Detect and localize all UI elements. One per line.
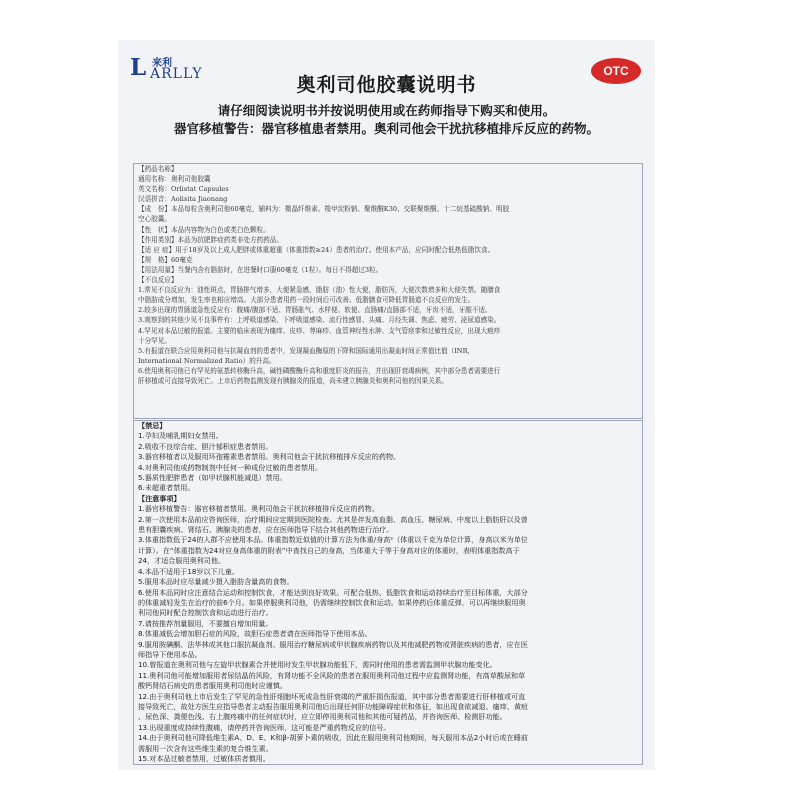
precaution-line: 8.体重减低会增加胆石症的风险，故胆石症患者请在医师指导下使用本品。 bbox=[138, 629, 372, 639]
transplant-warning: 器官移植警告：器官移植患者禁用。奥利司他会干扰抗移植排斥反应的药物。 bbox=[173, 121, 599, 136]
info-line: 汉语拼音：Aolisita Jiaonang bbox=[138, 195, 228, 204]
precaution-line: 6.使用本品同时应注意结合运动和控制饮食，才能达到良好效果。可配合低热、低脂饮食和运动持续治疗至目标体重，大部分 bbox=[138, 587, 528, 597]
precaution-line: 患有胆囊疾病、肾结石、胰腺炎的患者，应在医师指导下结合其他药物进行治疗。 bbox=[138, 525, 394, 535]
precaution-line: 6.未超重者禁用。 bbox=[138, 483, 195, 493]
logo-letter: L bbox=[130, 54, 148, 81]
precaution-line: 13.出现重度或持续性腹痛，请停药并咨询医师，这可能是严重药物反应的信号。 bbox=[138, 722, 391, 732]
usage-advice: 请仔细阅读说明书并按说明使用或在药师指导下购买和使用。 bbox=[217, 103, 556, 118]
precaution-line: 酸钙肾结石病史的患者服用奥利司他时应谨慎。 bbox=[138, 681, 287, 691]
info-section-box bbox=[133, 163, 643, 419]
precaution-line: 15.对本品过敏者禁用，过敏体质者慎用。 bbox=[138, 754, 270, 763]
info-line: 肝移植或可直接导致死亡。上市后药物监测发现有胰腺炎的报道，尚未建立胰腺炎和奥利司他的因果关系。 bbox=[138, 376, 448, 385]
precaution-line: 师指导下使用本品。 bbox=[138, 649, 202, 659]
precaution-line: 1.器官移植警告：器官移植者禁用。奥利司他会干扰抗移植排斥反应的药物。 bbox=[138, 504, 379, 514]
precaution-line: 11.奥利司他可能增加服用者尿结晶的风险，有肾功能不全风险的患者在服用奥利司他过程中应监测肾功能，有高草酸尿和草 bbox=[138, 670, 526, 680]
precaution-line: 4.本品不适用于18岁以下儿童。 bbox=[138, 566, 239, 576]
logo-chinese: 来利 bbox=[152, 58, 172, 69]
precaution-line: 1.孕妇及哺乳期妇女禁用。 bbox=[138, 431, 223, 441]
info-line: 通用名称：奥利司他胶囊 bbox=[138, 175, 211, 184]
precaution-line: 10.曾报道在奥利司他与左旋甲状腺素合并使用时发生甲状腺功能低下，需同时使用的患者需监测甲状腺功能变化。 bbox=[138, 660, 497, 670]
info-line: 3.观察到的其他少见不良事件有：上呼吸道感染、下呼吸道感染、流行性感冒、头痛、月经失调、焦虑、疲劳、泌尿道感染。 bbox=[138, 316, 501, 325]
precaution-line: 2.第一次使用本品前应咨询医师，治疗期间应定期到医院检查。尤其是伴发高血脂、高血压、糖尿病、中度以上脂肪肝以及曾 bbox=[138, 514, 528, 524]
precaution-line: 、尿色深、粪便色浅、右上腹疼痛中的任何症状时，应立即停用奥利司他和其他可疑药品，并咨询医师、检测肝功能。 bbox=[138, 712, 507, 722]
section-heading: 【注意事项】 bbox=[138, 493, 181, 503]
info-line: 【作用类别】本品为抗肥胖症药类非处方药药品。 bbox=[138, 235, 284, 244]
info-line: 英文名称：Orlistat Capsules bbox=[138, 185, 229, 194]
precaution-line: 计算）。在“体重指数为24对应身高体重的附表”中查找自己的身高，当体重大于等于身高对应的体重时，表明体重指数高于 bbox=[138, 545, 520, 555]
info-line: 【规 格】60毫克 bbox=[138, 255, 193, 264]
info-line: 【用法用量】当餐内含有脂肪时，在进餐时口服60毫克（1粒）。每日不得超过3粒。 bbox=[138, 265, 383, 274]
info-line: 1.常见不良反应为：油性斑点，胃肠排气增多，大便紧急感，脂肪（油）性大便，脂肪泻，大便次数增多和大便失禁。随膳食 bbox=[138, 286, 501, 295]
info-line: International Normalized Ratio）的升高。 bbox=[138, 356, 276, 365]
precaution-line: 2.吸收不良综合症、胆汁郁积症患者禁用。 bbox=[138, 441, 273, 451]
info-line: 【成 份】本品每粒含奥利司他60毫克，辅料为：微晶纤维素、羧甲淀粉钠、聚维酮K30、交联聚维酮、十二烷基硫酸钠、明胶 bbox=[138, 205, 510, 214]
precaution-line: 14.由于奥利司他可降低维生素A、D、E、K和β-胡萝卜素的吸收，因此在服用奥利司他期间，每天服用本品2小时后或在睡前 bbox=[138, 733, 528, 743]
leaflet-sheet bbox=[118, 40, 655, 770]
info-line: 空心胶囊。 bbox=[138, 215, 171, 224]
precaution-line: 9.服用胺碘酮、法华林或其他口服抗凝血剂、服用治疗糖尿病或甲状腺疾病药物以及其他减肥药物或肾脏疾病的患者，应在医 bbox=[138, 639, 528, 649]
precaution-line: 12.由于奥利司他上市后发生了罕见的急性肝细胞坏死或急性肝衰竭的严重肝损伤报道，其中部分患者需要进行肝移植或可直 bbox=[138, 691, 526, 701]
precaution-line: 24，才适合服用奥利司他。 bbox=[138, 556, 226, 566]
precaution-line: 5.器质性肥胖患者（如甲状腺机能减退）禁用。 bbox=[138, 473, 287, 483]
section-heading: 【禁忌】 bbox=[138, 421, 167, 430]
info-line: 4.罕见对本品过敏的报道。主要的临床表现为瘙痒、皮疹、荨麻疹、血管神经性水肿、支气管痉挛和过敏性反应，出现大疱疹 bbox=[138, 326, 501, 335]
precaution-line: 需服用一次含有这些维生素的复合维生素。 bbox=[138, 743, 273, 753]
precaution-line: 5.服用本品时应尽量减少摄入脂肪含量高的食物。 bbox=[138, 577, 294, 587]
precaution-line: 的体重减轻发生在治疗的前6个月。如果停服奥利司他，仍需继续控制饮食和运动。如果停药后体重反弹，可以再继续服用奥 bbox=[138, 597, 526, 607]
precaution-line: 利司他同时配合控制饮食和运动进行治疗。 bbox=[138, 608, 273, 618]
info-line: 【性 状】本品内容物为白色或类白色颗粒。 bbox=[138, 225, 270, 234]
precaution-line: 4.对奥利司他或药物制剂中任何一种成份过敏的患者禁用。 bbox=[138, 462, 323, 472]
info-line: 【不良反应】 bbox=[138, 276, 178, 285]
info-line: 【适 应 症】用于18岁及以上成人肥胖或体重超重（体重指数≥24）患者的治疗。使用本产品，应同时配合低热低脂饮食。 bbox=[138, 245, 495, 254]
info-line: 6.使用奥利司他已有罕见的氨基转移酶升高，碱性磷酸酶升高和重度肝炎的报告，并出现肝衰竭病例，其中部分患者需要进行 bbox=[138, 366, 501, 375]
info-line: 5.有报道在联合应用奥利司他与抗凝血剂的患者中，发现凝血酶原的下降和国际通用出凝血时间正常值比值（INR， bbox=[138, 346, 475, 355]
precautions-section-box bbox=[133, 420, 643, 765]
info-line: 2.较多出现的胃肠道急性反应有：腹痛/腹部不适、胃肠胀气、水样便、软便、直肠痛/直肠部不适，牙齿不适，牙龈不适。 bbox=[138, 306, 492, 315]
info-line: 【药品名称】 bbox=[138, 165, 178, 173]
precaution-line: 7.请按推荐剂量服用，不要擅自增加用量。 bbox=[138, 618, 273, 628]
logo-english: ARLLY bbox=[150, 66, 203, 82]
precaution-line: 3.器官移植者以及服用环孢霉素患者禁用。奥利司他会干扰抗移植排斥反应的药物。 bbox=[138, 452, 401, 462]
otc-badge: OTC bbox=[591, 58, 641, 84]
document-title: 奥利司他胶囊说明书 bbox=[296, 74, 477, 96]
precaution-line: 3.体重指数低于24的人群不应使用本品。体重指数近似值的计算方法为体重/身高²（体重以千克为单位计算，身高以米为单位 bbox=[138, 535, 528, 545]
precaution-line: 接导致死亡，故处方医生应指导患者主动报告服用奥利司他后出现任何肝功能障碍症状和体征，如出现食欲减退、瘙痒、黄疸 bbox=[138, 701, 529, 711]
info-line: 中脂肪成分增加，发生率也相应增高。大部分患者用药一段时间后可改善。低脂膳食可降低胃肠道不良反应的发生。 bbox=[138, 296, 475, 305]
info-line: 十分罕见。 bbox=[138, 336, 171, 345]
